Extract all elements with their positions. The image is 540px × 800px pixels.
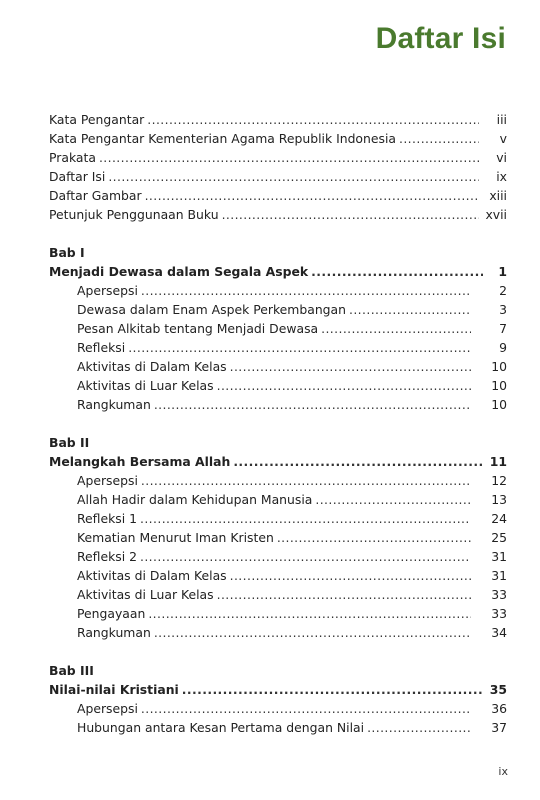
toc-entry-label: Petunjuk Penggunaan Buku [49,207,219,222]
toc-subentry-label: Aktivitas di Dalam Kelas [77,359,227,374]
toc-subentry-label: Refleksi [77,340,126,355]
dot-leader [154,395,471,414]
table-of-contents [49,110,507,737]
chapter-page: 35 [489,682,507,697]
toc-subentry-label: Refleksi 1 [77,511,137,526]
toc-subentry-page: 33 [491,606,507,621]
dot-leader [217,376,471,395]
toc-subentry-page: 25 [491,530,507,545]
toc-subentry-label: Refleksi 2 [77,549,137,564]
chapter-section [49,661,507,737]
toc-subentry-page: 10 [491,397,507,412]
toc-subentry-label: Kematian Menurut Iman Kristen [77,530,274,545]
toc-subentry-label: Hubungan antara Kesan Pertama dengan Nilai [77,720,365,735]
dot-leader [233,452,483,471]
page-number: ix [498,765,508,778]
dot-leader [141,699,471,718]
toc-subentry-label: Aktivitas di Luar Kelas [77,378,214,393]
toc-subentry[interactable] [49,547,507,566]
dot-leader [148,604,471,623]
toc-subentry-page: 13 [491,492,507,507]
toc-subentry-label: Allah Hadir dalam Kehidupan Manusia [77,492,313,507]
toc-entry-prakata[interactable] [49,148,507,167]
toc-entry-page: ix [496,169,507,184]
toc-subentry-page: 12 [491,473,507,488]
dot-leader [108,167,479,186]
toc-subentry[interactable] [49,604,507,623]
chapter-title: Nilai-nilai Kristiani [49,682,179,697]
dot-leader [230,566,471,585]
toc-subentry-page: 34 [491,625,507,640]
dot-leader [141,471,471,490]
toc-entry-daftar-gambar[interactable] [49,186,507,205]
toc-subentry-page: 37 [491,720,507,735]
toc-subentry[interactable] [49,509,507,528]
toc-subentry-page: 24 [491,511,507,526]
dot-leader [311,262,483,281]
dot-leader [141,281,471,300]
toc-subentry[interactable] [49,338,507,357]
chapter-title: Melangkah Bersama Allah [49,454,231,469]
toc-entry-daftar-isi[interactable] [49,167,507,186]
chapter-title: Menjadi Dewasa dalam Segala Aspek [49,264,309,279]
toc-subentry[interactable] [49,395,507,414]
toc-subentry[interactable] [49,357,507,376]
toc-subentry-label: Dewasa dalam Enam Aspek Perkembangan [77,302,346,317]
dot-leader [217,585,471,604]
toc-subentry[interactable] [49,281,507,300]
toc-entry-page: xvii [485,207,507,222]
toc-entry-label: Kata Pengantar [49,112,145,127]
toc-subentry-page: 7 [499,321,507,336]
chapter-page: 11 [489,454,507,469]
toc-entry-label: Daftar Gambar [49,188,142,203]
toc-entry-kata-pengantar[interactable] [49,110,507,129]
toc-subentry-label: Aktivitas di Dalam Kelas [77,568,227,583]
toc-entry-label: Daftar Isi [49,169,106,184]
toc-subentry-label: Apersepsi [77,701,138,716]
toc-subentry[interactable] [49,490,507,509]
chapter-title-entry[interactable] [49,452,507,471]
toc-entry-page: iii [496,112,507,127]
dot-leader [140,547,471,566]
toc-entry-page: vi [496,150,507,165]
dot-leader [140,509,471,528]
chapter-number: Bab II [49,435,90,450]
toc-subentry-page: 10 [491,378,507,393]
dot-leader [230,357,471,376]
toc-subentry-label: Apersepsi [77,283,138,298]
toc-subentry[interactable] [49,585,507,604]
toc-subentry-label: Pesan Alkitab tentang Menjadi Dewasa [77,321,319,336]
chapter-title-entry[interactable] [49,262,507,281]
chapter-number: Bab I [49,245,85,260]
toc-subentry-label: Rangkuman [77,625,151,640]
chapter-section [49,433,507,642]
toc-subentry-page: 36 [491,701,507,716]
dot-leader [222,205,479,224]
dot-leader [277,528,471,547]
dot-leader [182,680,483,699]
toc-subentry[interactable] [49,718,507,737]
chapter-number: Bab III [49,663,94,678]
dot-leader [399,129,479,148]
toc-subentry-page: 10 [491,359,507,374]
toc-subentry-page: 33 [491,587,507,602]
dot-leader [145,186,479,205]
toc-subentry-page: 2 [499,283,507,298]
toc-subentry[interactable] [49,471,507,490]
toc-subentry[interactable] [49,566,507,585]
dot-leader [321,319,471,338]
chapter-title-entry[interactable] [49,680,507,699]
toc-subentry[interactable] [49,300,507,319]
dot-leader [147,110,479,129]
toc-subentry-page: 3 [499,302,507,317]
dot-leader [154,623,471,642]
chapter-section [49,243,507,414]
dot-leader [99,148,479,167]
toc-subentry-label: Rangkuman [77,397,151,412]
toc-entry-page: xiii [489,188,507,203]
dot-leader [367,718,471,737]
toc-subentry-label: Apersepsi [77,473,138,488]
toc-subentry-label: Pengayaan [77,606,146,621]
toc-subentry[interactable] [49,319,507,338]
toc-subentry-page: 31 [491,568,507,583]
toc-subentry-label: Aktivitas di Luar Kelas [77,587,214,602]
toc-subentry[interactable] [49,623,507,642]
dot-leader [315,490,471,509]
toc-subentry-page: 9 [499,340,507,355]
toc-subentry[interactable] [49,699,507,718]
front-matter-list [49,110,507,224]
toc-subentry[interactable] [49,376,507,395]
toc-entry-label: Kata Pengantar Kementerian Agama Republik Indonesia [49,131,396,146]
toc-subentry[interactable] [49,528,507,547]
toc-entry-page: v [499,131,507,146]
toc-entry-petunjuk[interactable] [49,205,507,224]
page-title: Daftar Isi [375,22,506,55]
chapter-page: 1 [498,264,507,279]
toc-entry-kata-pengantar-kemenag[interactable] [49,129,507,148]
dot-leader [128,338,471,357]
toc-subentry-page: 31 [491,549,507,564]
dot-leader [349,300,471,319]
toc-entry-label: Prakata [49,150,96,165]
